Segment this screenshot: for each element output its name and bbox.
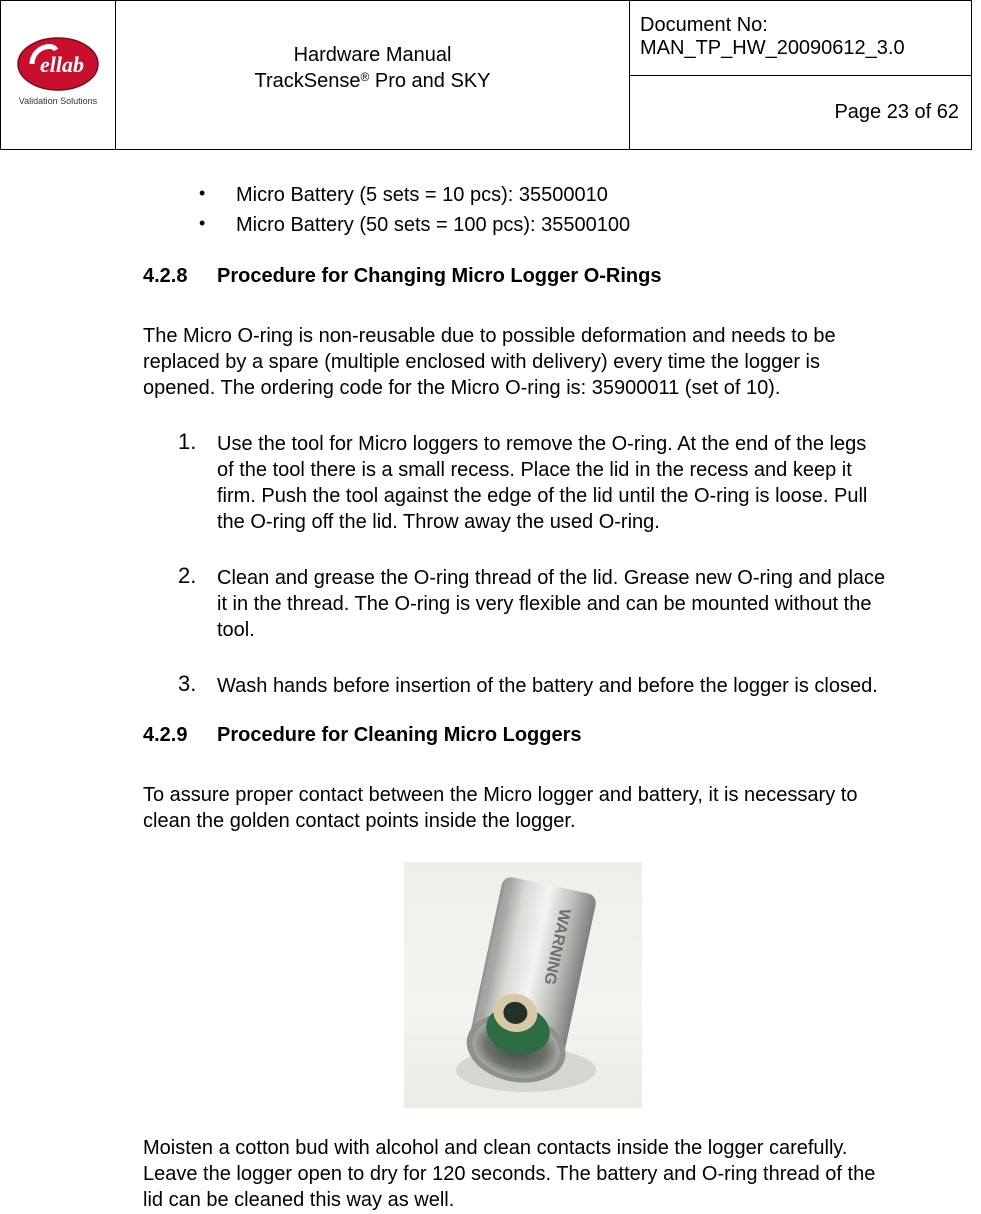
paragraph-line: replaced by a spare (multiple enclosed with delivery) every time the logger is xyxy=(143,351,820,373)
logo-cell xyxy=(1,1,116,150)
page-number: Page 23 of 62 xyxy=(630,76,972,150)
bullet-item: Micro Battery (50 sets = 100 pcs): 35500100 xyxy=(236,214,631,236)
product-title: TrackSense® Pro and SKY xyxy=(254,70,491,92)
step-line: Clean and grease the O-ring thread of the lid. Grease new O-ring and place xyxy=(217,567,886,589)
paragraph-line: To assure proper contact between the Micro logger and battery, it is necessary to xyxy=(143,784,858,806)
page-header xyxy=(0,0,972,150)
manual-title: Hardware Manual xyxy=(293,44,452,66)
step-line: the O-ring off the lid. Throw away the used O-ring. xyxy=(217,511,660,533)
paragraph-line: lid can be cleaned this way as well. xyxy=(143,1189,455,1211)
ellab-logo xyxy=(12,36,104,110)
step-line: tool. xyxy=(217,619,255,641)
bullet-symbol: • xyxy=(199,213,206,233)
svg-text:Validation Solutions: Validation Solutions xyxy=(18,95,98,106)
step-line: it in the thread. The O-ring is very flexible and can be mounted without the xyxy=(217,593,872,615)
section-heading: Procedure for Changing Micro Logger O-Rings xyxy=(217,265,662,287)
bullet-symbol: • xyxy=(199,183,206,203)
paragraph-line: opened. The ordering code for the Micro O-ring is: 35900011 (set of 10). xyxy=(143,377,781,399)
svg-text:ellab: ellab xyxy=(40,51,84,77)
document-number-label: Document No: xyxy=(640,14,768,36)
bullet-item: Micro Battery (5 sets = 10 pcs): 35500010 xyxy=(236,184,608,206)
step-line: firm. Push the tool against the edge of the lid until the O-ring is loose. Pull xyxy=(217,485,868,507)
section-number: 4.2.8 xyxy=(143,265,188,287)
step-number: 1. xyxy=(178,429,197,454)
document-number: MAN_TP_HW_20090612_3.0 xyxy=(640,37,905,59)
section-heading: Procedure for Cleaning Micro Loggers xyxy=(217,724,582,746)
svg-text:WARNING: WARNING xyxy=(540,907,573,987)
step-number: 3. xyxy=(178,671,197,696)
micro-logger-illustration xyxy=(404,862,642,1108)
step-line: Wash hands before insertion of the battery and before the logger is closed. xyxy=(217,675,878,697)
document-title xyxy=(116,1,630,150)
paragraph-line: Leave the logger open to dry for 120 seconds. The battery and O-ring thread of the xyxy=(143,1163,876,1185)
step-number: 2. xyxy=(178,563,197,588)
paragraph-line: clean the golden contact points inside the logger. xyxy=(143,810,576,832)
section-number: 4.2.9 xyxy=(143,724,188,746)
micro-logger-photo xyxy=(404,862,642,1108)
document-number-cell xyxy=(630,1,972,76)
step-line: of the tool there is a small recess. Place the lid in the recess and keep it xyxy=(217,459,852,481)
paragraph-line: Moisten a cotton bud with alcohol and clean contacts inside the logger carefully. xyxy=(143,1137,848,1159)
step-line: Use the tool for Micro loggers to remove the O-ring. At the end of the legs xyxy=(217,433,867,455)
paragraph-line: The Micro O-ring is non-reusable due to possible deformation and needs to be xyxy=(143,325,836,347)
